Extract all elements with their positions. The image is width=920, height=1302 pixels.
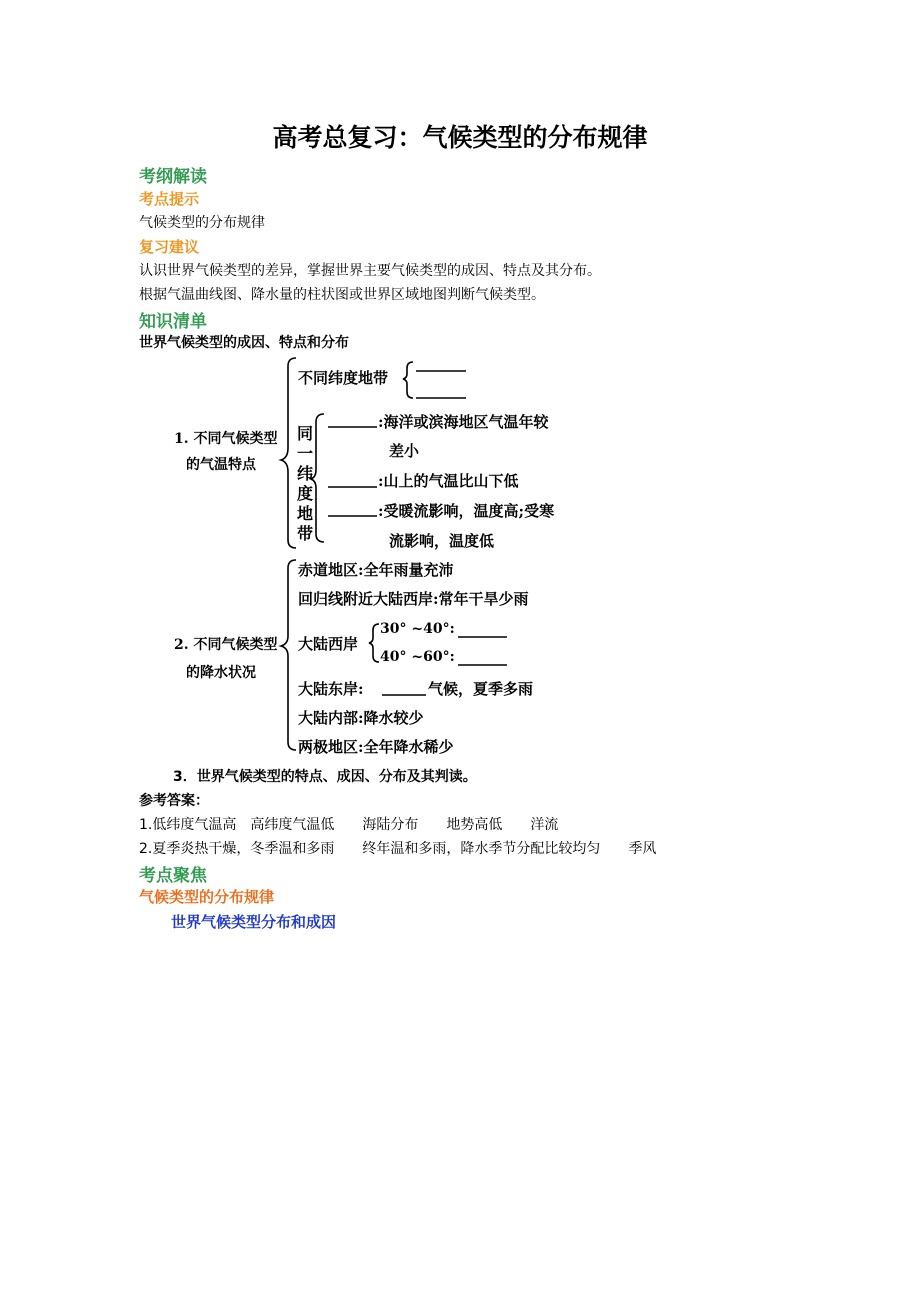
jianyi-line-1: 认识世界气候类型的差异，掌握世界主要气候类型的成因、特点及其分布。 [139, 263, 601, 279]
same-lat-item-3-cont: 流影响，温度低 [389, 532, 495, 550]
item-3: 3．世界气候类型的特点、成因、分布及其判读。 [173, 769, 477, 785]
heading-zhishi-qingdan: 知识清单 [139, 312, 207, 332]
east-coast-label: 大陆东岸: [298, 680, 364, 698]
answers-line-2: 2.夏季炎热干燥，冬季温和多雨 终年温和多雨，降水季节分配比较均匀 季风 [139, 841, 657, 857]
west-coast-sub-1: 30° ~40°: [380, 621, 455, 637]
part2-label-line1: 2. 不同气候类型 [174, 637, 278, 653]
part1-label-line1: 1. 不同气候类型 [174, 431, 278, 447]
same-lat-item-2: :山上的气温比山下低 [378, 472, 519, 490]
heading-kaodian-tishi: 考点提示 [139, 190, 200, 208]
inland-item: 大陆内部:降水较少 [298, 709, 424, 727]
part1-main-brace [281, 358, 296, 548]
polar-item: 两极地区:全年降水稀少 [298, 738, 454, 756]
west-coast-label: 大陆西岸 [298, 635, 359, 653]
latitude-label: 不同纬度地带 [298, 369, 389, 387]
same-latitude-vertical-label: 同一纬度地带 [296, 424, 313, 543]
west-coast-sub-2: 40° ~60°: [380, 649, 455, 665]
focus-subsub: 世界气候类型分布和成因 [171, 913, 337, 931]
tropic-west-item: 回归线附近大陆西岸:常年干旱少雨 [298, 590, 529, 608]
focus-sub: 气候类型的分布规律 [139, 888, 275, 906]
same-lat-item-3: :受暖流影响，温度高;受寒 [378, 502, 555, 520]
heading-kaogang: 考纲解读 [139, 167, 207, 187]
heading-focus: 考点聚焦 [139, 866, 207, 886]
part2-main-brace [281, 560, 296, 750]
qingdan-subheading: 世界气候类型的成因、特点和分布 [139, 335, 349, 351]
part2-label-line2: 的降水状况 [186, 665, 256, 681]
page-title: 高考总复习：气候类型的分布规律 [272, 123, 648, 152]
east-coast-text: 气候，夏季多雨 [428, 680, 534, 698]
answers-line-1: 1.低纬度气温高 高纬度气温低 海陆分布 地势高低 洋流 [139, 817, 559, 833]
answers-heading: 参考答案： [139, 793, 209, 809]
equator-item: 赤道地区:全年雨量充沛 [298, 561, 454, 579]
west-coast-brace [369, 624, 379, 662]
heading-fuxi-jianyi: 复习建议 [139, 238, 200, 256]
same-lat-item-1: :海洋或滨海地区气温年较 [378, 413, 549, 431]
jianyi-line-2: 根据气温曲线图、降水量的柱状图或世界区域地图判断气候类型。 [139, 287, 545, 303]
same-lat-item-1-cont: 差小 [389, 442, 420, 460]
part1-label-line2: 的气温特点 [186, 457, 256, 473]
tishi-text: 气候类型的分布规律 [139, 215, 265, 231]
latitude-brace [403, 362, 413, 398]
